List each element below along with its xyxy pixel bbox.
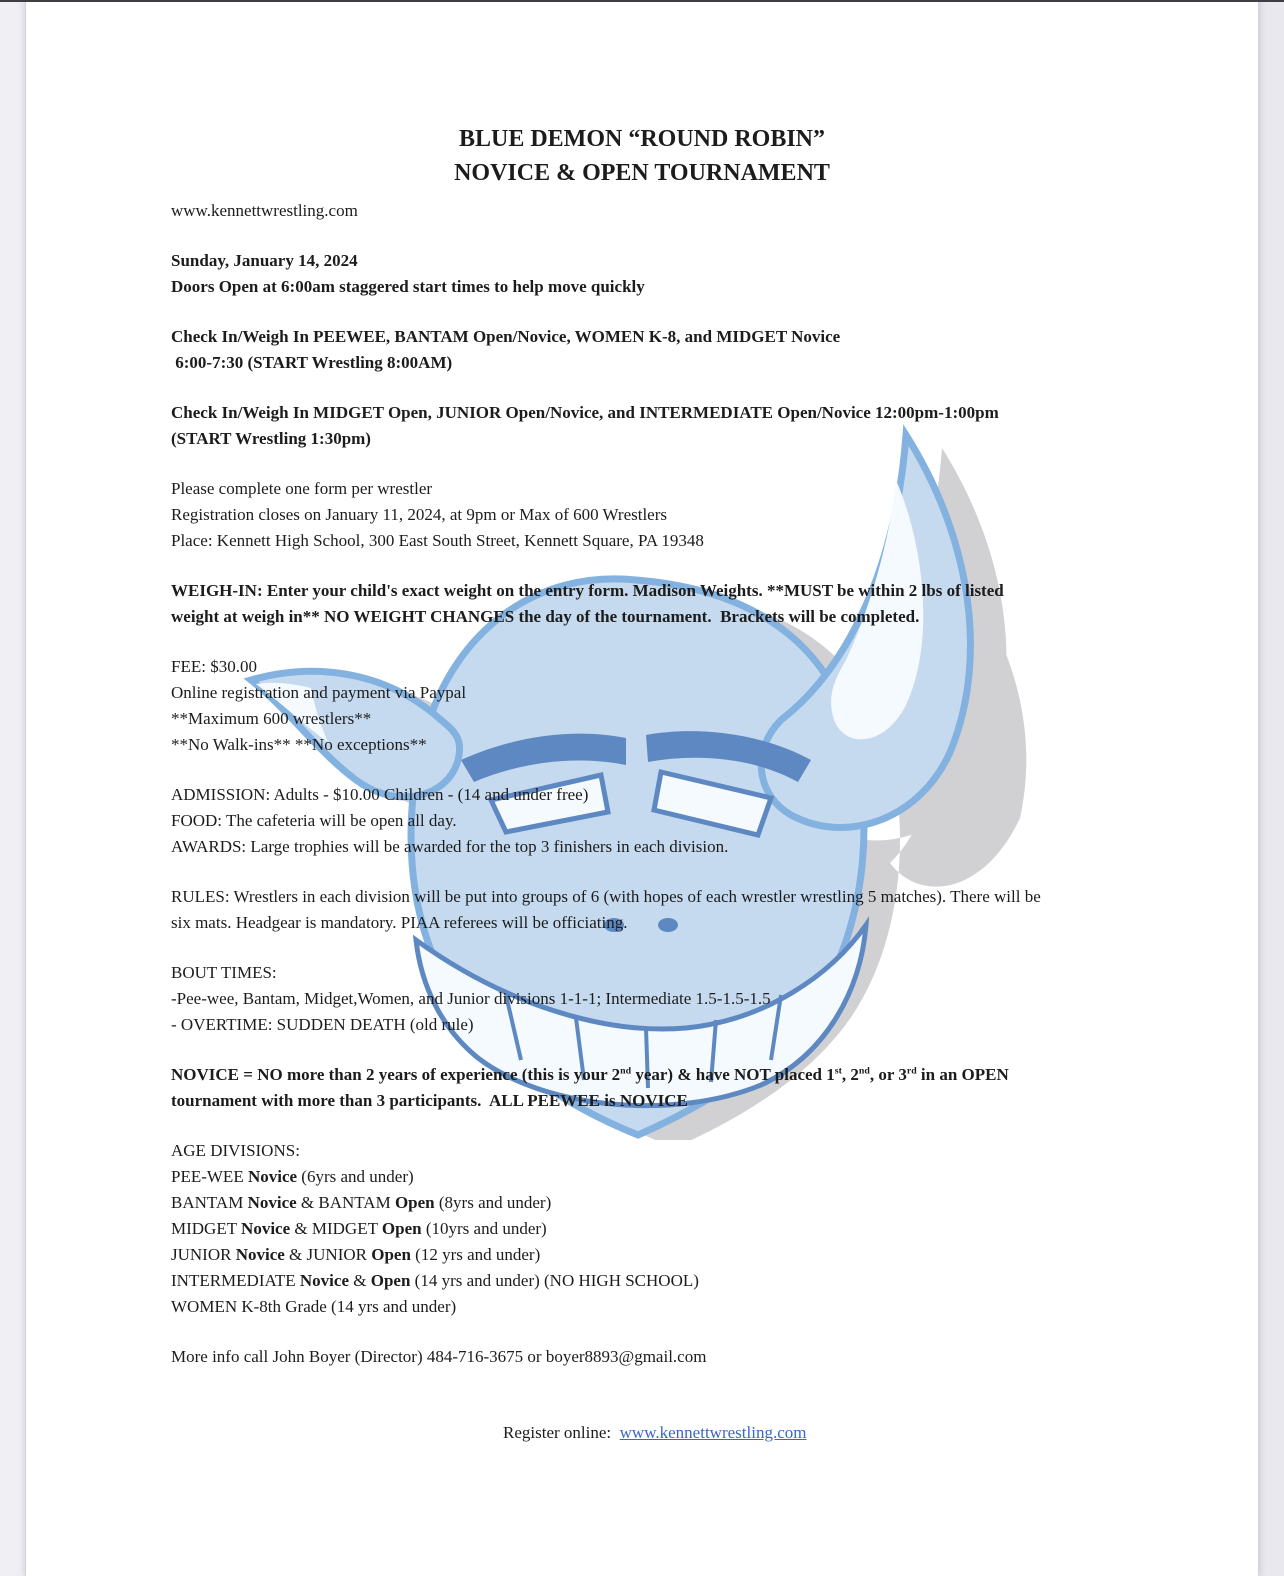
awards-line: AWARDS: Large trophies will be awarded for the top 3 finishers in each division. bbox=[171, 837, 729, 856]
weigh-in-block bbox=[171, 578, 1113, 630]
age-divisions-block bbox=[171, 1138, 1113, 1320]
admission-line: ADMISSION: Adults - $10.00 Children - (14 and under free) bbox=[171, 785, 589, 804]
age-division-junior: JUNIOR Novice & JUNIOR Open (12 yrs and under) bbox=[171, 1245, 541, 1264]
website-text: www.kennettwrestling.com bbox=[171, 201, 358, 220]
checkin-morning-line1: Check In/Weigh In PEEWEE, BANTAM Open/Novice, WOMEN K-8, and MIDGET Novice bbox=[171, 327, 841, 346]
weigh-in-line2: weight at weigh in** NO WEIGHT CHANGES the day of the tournament. Brackets will be completed. bbox=[171, 607, 920, 626]
checkin-afternoon-line1: Check In/Weigh In MIDGET Open, JUNIOR Open/Novice, and INTERMEDIATE Open/Novice 12:00pm-1:00pm bbox=[171, 403, 999, 422]
fee-line: FEE: $30.00 bbox=[171, 657, 257, 676]
registration-block bbox=[171, 476, 1113, 554]
venue-line: Place: Kennett High School, 300 East South Street, Kennett Square, PA 19348 bbox=[171, 531, 704, 550]
novice-definition-line2: tournament with more than 3 participants. ALL PEEWEE is NOVICE bbox=[171, 1091, 688, 1110]
rules-line2: six mats. Headgear is mandatory. PIAA referees will be officiating. bbox=[171, 913, 628, 932]
rules-block bbox=[171, 884, 1113, 936]
checkin-morning-block bbox=[171, 324, 1113, 376]
contact-line: More info call John Boyer (Director) 484-716-3675 or boyer8893@gmail.com bbox=[171, 1347, 707, 1366]
food-line: FOOD: The cafeteria will be open all day. bbox=[171, 811, 457, 830]
title-line-2: NOVICE & OPEN TOURNAMENT bbox=[454, 160, 830, 186]
novice-definition-block bbox=[171, 1062, 1113, 1114]
checkin-afternoon-line2: (START Wrestling 1:30pm) bbox=[171, 429, 371, 448]
admission-block bbox=[171, 782, 1113, 860]
checkin-afternoon-block bbox=[171, 400, 1113, 452]
bout-times-divisions-line: -Pee-wee, Bantam, Midget,Women, and Junior divisions 1-1-1; Intermediate 1.5-1.5-1.5 bbox=[171, 989, 771, 1008]
age-divisions-heading: AGE DIVISIONS: bbox=[171, 1141, 300, 1160]
novice-definition-line1: NOVICE = NO more than 2 years of experience (this is your 2nd year) & have NOT placed 1st, 2nd, or 3rd in an OPEN bbox=[171, 1065, 1009, 1084]
bout-times-heading: BOUT TIMES: bbox=[171, 963, 277, 982]
rules-line1: RULES: Wrestlers in each division will be put into groups of 6 (with hopes of each wrestler wrestling 5 matches). There will be bbox=[171, 887, 1041, 906]
age-division-midget: MIDGET Novice & MIDGET Open (10yrs and under) bbox=[171, 1219, 547, 1238]
fee-block bbox=[171, 654, 1113, 758]
age-division-intermediate: INTERMEDIATE Novice & Open (14 yrs and under) (NO HIGH SCHOOL) bbox=[171, 1271, 699, 1290]
register-online-link[interactable]: www.kennettwrestling.com bbox=[619, 1423, 807, 1442]
age-division-bantam: BANTAM Novice & BANTAM Open (8yrs and under) bbox=[171, 1193, 552, 1212]
registration-form-line: Please complete one form per wrestler bbox=[171, 479, 433, 498]
max-wrestlers-line: **Maximum 600 wrestlers** bbox=[171, 709, 372, 728]
age-division-peewee: PEE-WEE Novice (6yrs and under) bbox=[171, 1167, 414, 1186]
more-info-block bbox=[171, 1344, 1113, 1370]
overtime-line: - OVERTIME: SUDDEN DEATH (old rule) bbox=[171, 1015, 474, 1034]
register-online-line bbox=[171, 1394, 1113, 1472]
title-line-1: BLUE DEMON “ROUND ROBIN” bbox=[458, 126, 826, 152]
document-content bbox=[26, 0, 1258, 1472]
payment-line: Online registration and payment via Paypal bbox=[171, 683, 467, 702]
checkin-morning-line2: 6:00-7:30 (START Wrestling 8:00AM) bbox=[171, 353, 453, 372]
document-title bbox=[171, 122, 1113, 190]
bout-times-block bbox=[171, 960, 1113, 1038]
doors-open-line: Doors Open at 6:00am staggered start times to help move quickly bbox=[171, 277, 645, 296]
date-block bbox=[171, 248, 1113, 300]
event-date: Sunday, January 14, 2024 bbox=[171, 251, 358, 270]
no-walkins-line: **No Walk-ins** **No exceptions** bbox=[171, 735, 427, 754]
document-page bbox=[25, 0, 1259, 1576]
register-online-label: Register online: bbox=[503, 1423, 620, 1442]
age-division-women: WOMEN K-8th Grade (14 yrs and under) bbox=[171, 1297, 457, 1316]
weigh-in-line1: WEIGH-IN: Enter your child's exact weight on the entry form. Madison Weights. **MUST be within 2 lbs of listed bbox=[171, 581, 1004, 600]
registration-close-line: Registration closes on January 11, 2024, at 9pm or Max of 600 Wrestlers bbox=[171, 505, 668, 524]
window-top-border bbox=[0, 0, 1284, 2]
